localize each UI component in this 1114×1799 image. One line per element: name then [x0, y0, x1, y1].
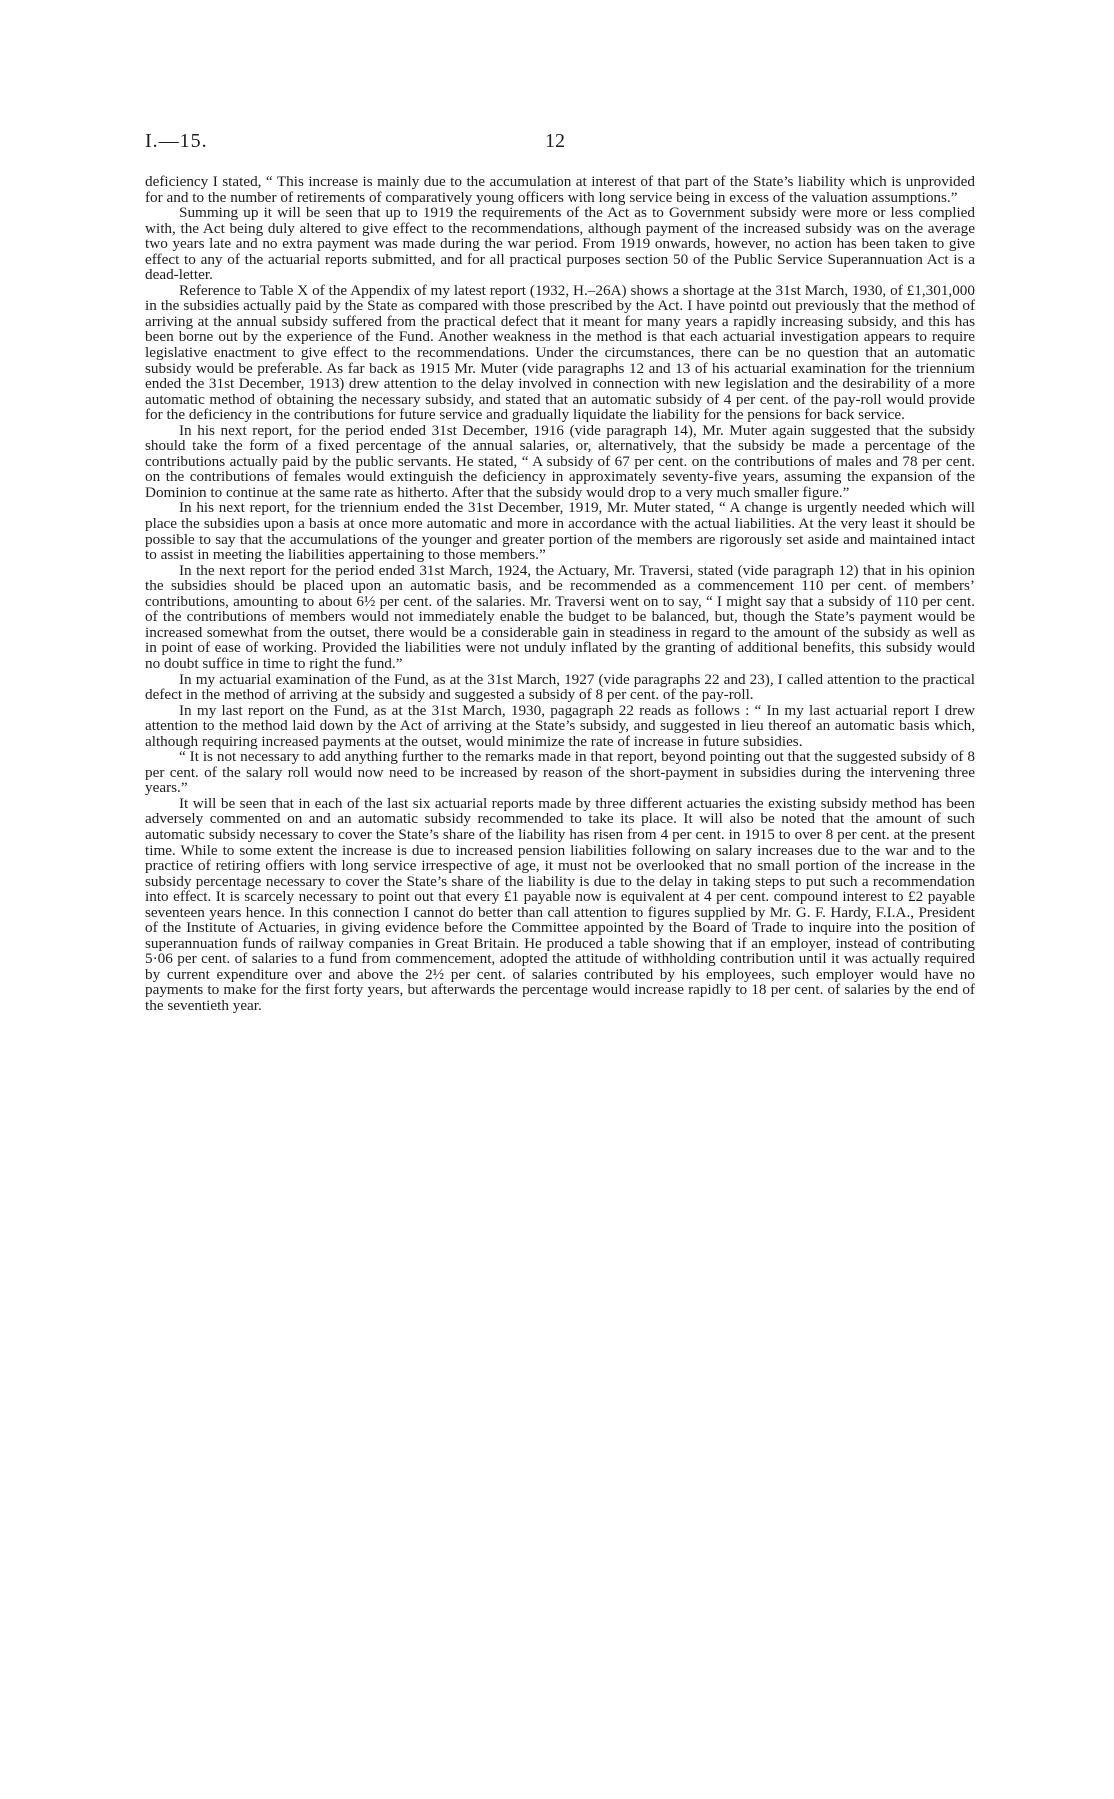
document-reference: I.—15.	[145, 130, 208, 152]
paragraph: deficiency I stated, “ This increase is mainly due to the accumulation at interest of that part of the State’s liability which is unprovided for and to the number of retirements of comparatively young officers with long service being in excess of the valuation assumptions.”	[145, 173, 975, 206]
paragraph: Reference to Table X of the Appendix of my latest report (1932, H.–26A) shows a shortage at the 31st March, 1930, of £1,301,000 in the subsidies actually paid by the State as compared with those prescribed by the Act. I have pointd out previously that the method of arriving at the annual subsidy suffered from the practical defect that it meant for many years a rapidly increasing subsidy, and this has been borne out by the experience of the Fund. Another weakness in the method is that each actuarial investigation appears to require legislative enactment to give effect to the recommendations. Under the circumstances, there can be no question that an automatic subsidy would be preferable. As far back as 1915 Mr. Muter (vide paragraphs 12 and 13 of his actuarial examination for the triennium ended the 31st December, 1913) drew attention to the delay involved in connection with new legislation and the desirability of a more automatic method of obtaining the necessary subsidy, and stated that an automatic subsidy of 4 per cent. of the pay-roll would provide for the deficiency in the contributions for future service and gradually liquidate the liability for the pensions for back service.	[145, 281, 975, 424]
paragraph: In the next report for the period ended 31st March, 1924, the Actuary, Mr. Traversi, stated (vide paragraph 12) that in his opinion the subsidies should be placed upon an automatic basis, and be recommended as a commencement 110 per cent. of members’ contributions, amounting to about 6½ per cent. of the salaries. Mr. Traversi went on to say, “ I might say that a subsidy of 110 per cent. of the contributions of members would not immediately enable the budget to be balanced, but, though the State’s payment would be increased somewhat from the outset, there would be a considerable gain in steadiness in regard to the amount of the subsidy as well as in point of ease of working. Provided the liabilities were not unduly inflated by the granting of additional benefits, this subsidy would no doubt suffice in time to right the fund.”	[145, 561, 975, 672]
paragraph: Summing up it will be seen that up to 1919 the requirements of the Act as to Government subsidy were more or less complied with, the Act being duly altered to give effect to the recommendations, although payment of the increased subsidy was on the average two years late and no extra payment was made during the war period. From 1919 onwards, however, no action has been taken to give effect to any of the actuarial reports submitted, and for all practical purposes section 50 of the Public Service Superannuation Act is a dead-letter.	[145, 204, 975, 284]
paragraph: In my last report on the Fund, as at the 31st March, 1930, pagagraph 22 reads as follows : “ In my last actuarial report I drew attention to the method laid down by the Act of arriving at the State’s subsidy, and suggested in lieu thereof an automatic basis which, although requiring increased payments at the outset, would minimize the rate of increase in future subsidies.	[145, 701, 975, 750]
page-header	[145, 130, 975, 162]
paragraph: In his next report, for the triennium ended the 31st December, 1919, Mr. Muter stated, “ A change is urgently needed which will place the subsidies upon a basis at once more automatic and more in accordance with the actual liabilities. At the very least it should be possible to say that the accumulations of the younger and greater portion of the members are rigorously set aside and maintained intact to assist in meeting the liabilities appertaining to those members.”	[145, 499, 975, 564]
paragraph: “ It is not necessary to add anything further to the remarks made in that report, beyond pointing out that the suggested subsidy of 8 per cent. of the salary roll would now need to be increased by reason of the short-payment in subsidies during the intervening three years.”	[145, 748, 975, 797]
paragraph: In his next report, for the period ended 31st December, 1916 (vide paragraph 14), Mr. Muter again suggested that the subsidy should take the form of a fixed percentage of the annual salaries, or, alternatively, that the subsidy be made a percentage of the contributions actually paid by the public servants. He stated, “ A subsidy of 67 per cent. on the contributions of males and 78 per cent. on the contributions of females would extinguish the deficiency in approximately seventy-five years, assuming the expansion of the Dominion to continue at the same rate as hitherto. After that the subsidy would drop to a very much smaller figure.”	[145, 421, 975, 501]
page-number: 12	[545, 130, 565, 152]
paragraph: In my actuarial examination of the Fund, as at the 31st March, 1927 (vide paragraphs 22 and 23), I called attention to the practical defect in the method of arriving at the subsidy and suggested a subsidy of 8 per cent. of the pay-roll.	[145, 670, 975, 704]
paragraph: It will be seen that in each of the last six actuarial reports made by three different actuaries the existing subsidy method has been adversely commented on and an automatic subsidy recommended to take its place. It will also be noted that the amount of such automatic subsidy necessary to cover the State’s share of the liability has risen from 4 per cent. in 1915 to over 8 per cent. at the present time. While to some extent the increase is due to increased pension liabilities following on salary increases due to the war and to the practice of retiring offiers with long service irrespective of age, it must not be overlooked that no small portion of the increase in the subsidy percentage necessary to cover the State’s share of the liability is due to the delay in taking steps to put such a recommendation into effect. It is scarcely necessary to point out that every £1 payable now is equivalent at 4 per cent. compound interest to £2 payable seventeen years hence. In this connection I cannot do better than call attention to figures supplied by Mr. G. F. Hardy, F.I.A., President of the Institute of Actuaries, in giving evidence before the Committee appointed by the Board of Trade to inquire into the position of superannuation funds of railway companies in Great Britain. He produced a table showing that if an employer, instead of contributing 5·06 per cent. of salaries to a fund from commencement, adopted the attitude of withholding contribution until it was actually required by current expenditure over and above the 2½ per cent. of salaries contributed by his employees, such employer would have no payments to make for the first forty years, but afterwards the percentage would increase rapidly to 18 per cent. of salaries by the end of the seventieth year.	[145, 794, 975, 1014]
body-text	[145, 174, 975, 1014]
